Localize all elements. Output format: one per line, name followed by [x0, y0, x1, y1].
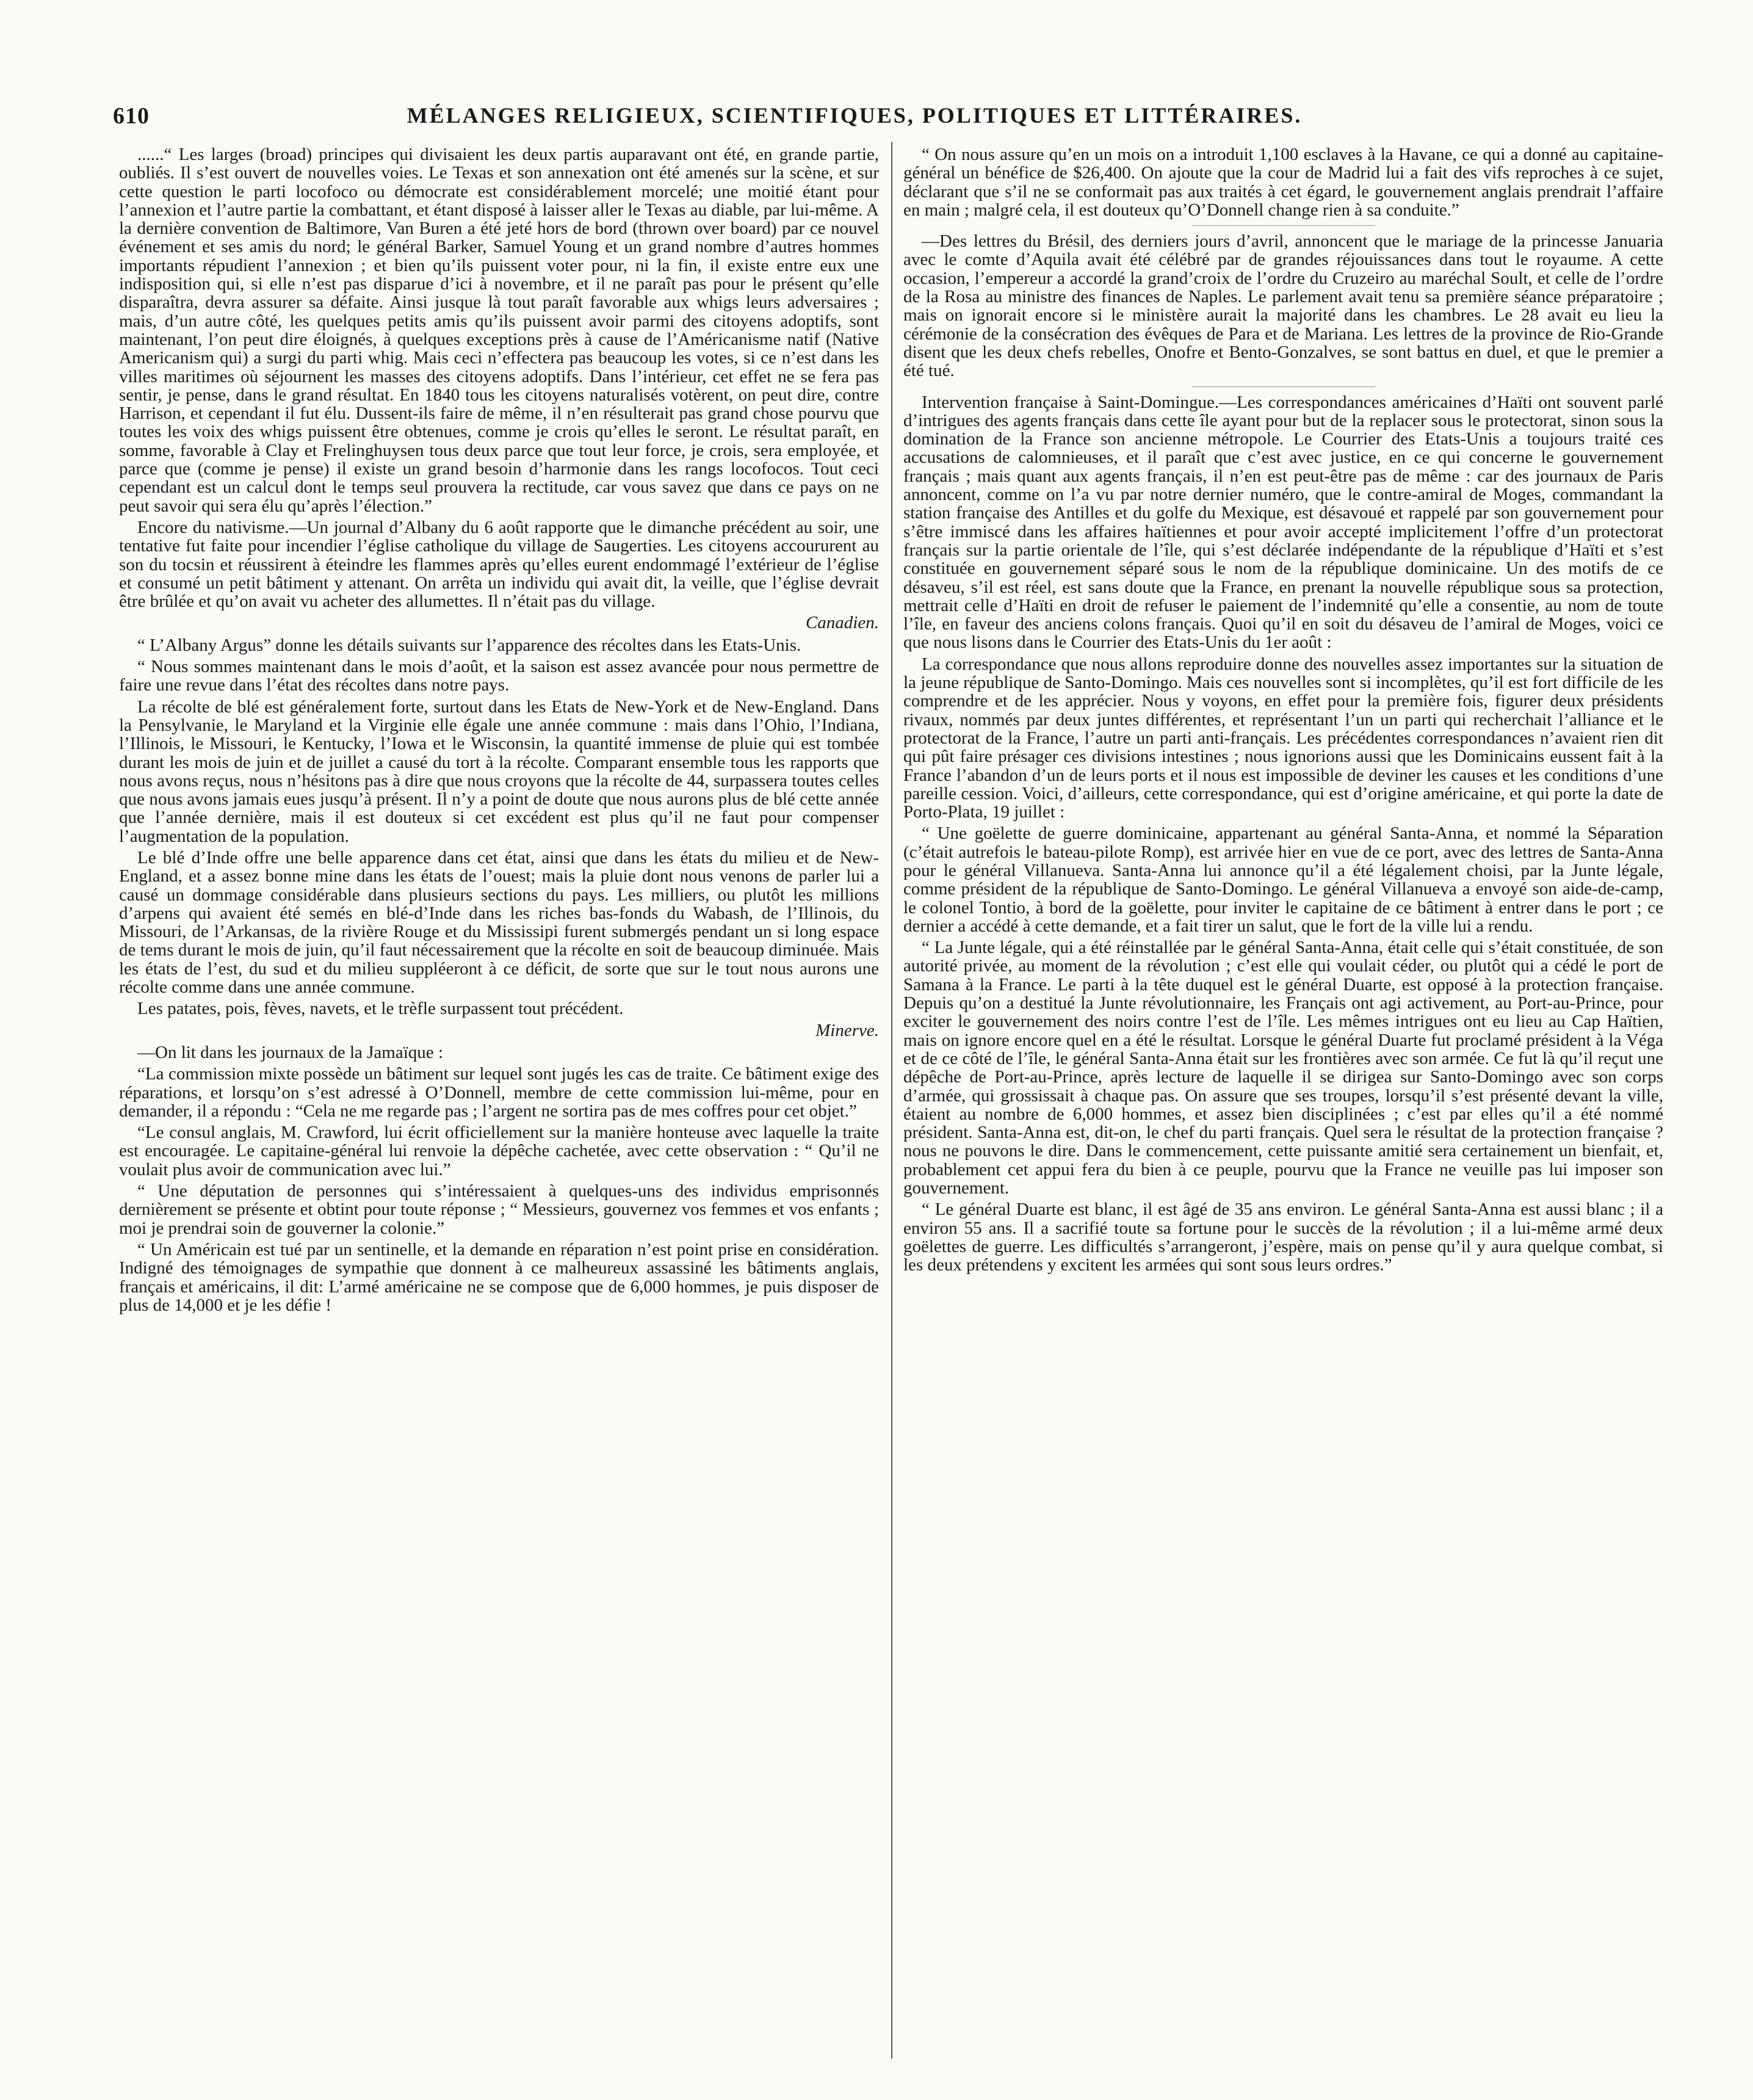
paragraph: La correspondance que nous allons reproduire donne des nouvelles assez importantes sur la situation de la jeune république de Santo-Domingo. Mais ces nouvelles sont si incomplètes, qu’il est fort difficile de les comprendre et de les apprécier. Nous y voyons, en effet pour la première fois, figurer deux présidents rivaux, nommés par deux juntes différentes, et représentant l’un un parti qui recherchait l’alliance et le protectorat de la France, l’autre un parti anti-français. Les précédentes correspondances n’avaient rien dit qui pût faire présager ces divisions intestines ; nous ignorions aussi que les Dominicains eussent fait à la France l’abandon d’un de leurs ports et il nous est impossible de deviner les causes et les conditions d’une pareille cession. Voici, d’ailleurs, cette correspondance, qui est d’origine américaine, et qui porte la date de Porto-Plata, 19 juillet : — [903, 654, 1663, 822]
paragraph: “La commission mixte possède un bâtiment sur lequel sont jugés les cas de traite. Ce bâtiment exige des réparations, et lorsqu’on s’est adressé à O’Donnell, membre de cette commission lui-même, pour en demander, il a répondu : “Cela ne me regarde pas ; l’argent ne sortira pas de mes coffres pour cet objet.” — [119, 1064, 879, 1121]
running-head: MÉLANGES RELIGIEUX, SCIENTIFIQUES, POLITIQUES ET LITTÉRAIRES. — [407, 103, 1303, 128]
left-column — [119, 145, 879, 2056]
column-divider — [891, 142, 892, 2058]
page-number: 610 — [113, 103, 150, 129]
paragraph: Intervention française à Saint-Domingue.—Les correspondances américaines d’Haïti ont souvent parlé d’intrigues des agents français dans cette île ayant pour but de la replacer sous le protectorat, sinon sous la domination de la France son ancienne métropole. Le Courrier des Etats-Unis a toujours traité ces accusations de calomnieuses, et il paraît que c’est avec justice, en ce qui concerne le gouvernement français ; mais quant aux agents français, il n’en est peut-être pas de même : car des journaux de Paris annoncent, comme on l’a vu par notre dernier numéro, que le contre-amiral de Moges, commandant la station française des Antilles et du golfe du Mexique, est désavoué et rappelé par son gouvernement pour s’être immiscé dans les affaires haïtiennes et pour avoir accepté implicitement l’offre d’un protectorat français sur la partie orientale de l’île, qui s’est déclarée indépendante de la république d’Haïti et s’est constituée en gouvernement séparé sous le nom de la république dominicaine. Un des motifs de ce désaveu, s’il est réel, est sans doute que la France, en prenant la nouvelle république sous sa protection, mettrait celle d’Haïti en droit de refuser le paiement de l’indemnité qu’elle a consentie, au nom de toute l’île, en faveur des anciens colons français. Quoi qu’il en soit du désaveu de l’amiral de Moges, voici ce que nous lisons dans le Courrier des Etats-Unis du 1er août : — [903, 392, 1663, 653]
paragraph: Le blé d’Inde offre une belle apparence dans cet état, ainsi que dans les états du milieu et de New-England, et a assez bonne mine dans les états de l’ouest; mais la pluie dont nous venons de parler lui a causé un dommage considérable dans plusieurs sections du pays. Les milliers, ou plutôt les millions d’arpens qui avaient été semés en blé-d’Inde dans les riches bas-fonds du Wabash, de l’Illinois, du Missouri, de l’Arkansas, de la rivière Rouge et du Mississipi furent submergés pendant un si long espace de tems durant le mois de juin, qu’il faut nécessairement que la récolte en soit de beaucoup diminuée. Mais les états de l’est, du sud et du milieu suppléeront à ce déficit, de sorte que sur le tout nous aurons une récolte comme dans une année commune. — [119, 847, 879, 998]
paragraph: Les patates, pois, fèves, navets, et le trèfle surpassent tout précédent. — [137, 999, 624, 1019]
paragraph: “ Une députation de personnes qui s’intéressaient à quelques-uns des individus emprisonnés dernièrement se présente et obtint pour toute réponse ; “ Messieurs, gouvernez vos femmes et vos enfants ; moi je prendrai soin de gouverner la colonie.” — [119, 1181, 879, 1238]
paragraph: “ Nous sommes maintenant dans le mois d’août, et la saison est assez avancée pour nous permettre de faire une revue dans l’état des récoltes dans notre pays. — [119, 657, 879, 695]
paragraph: “Le consul anglais, M. Crawford, lui écrit officiellement sur la manière honteuse avec laquelle la traite est encouragée. Le capitaine-général lui renvoie la dépêche cachetée, avec cette observation : “ Qu’il ne voulait plus avoir de communication avec lui.” — [119, 1123, 879, 1179]
paragraph: “ Une goëlette de guerre dominicaine, appartenant au général Santa-Anna, et nommé la Séparation (c’était autrefois le bateau-pilote Romp), est arrivée hier en vue de ce port, avec des lettres de Santa-Anna pour le général Villanueva. Santa-Anna lui annonce qu’il a été légalement choisi, par la Junte légale, comme président de la république de Santo-Domingo. Le général Villanueva a envoyé son aide-de-camp, le colonel Tontio, à bord de la goëlette, pour inviter le capitaine de ce bâtiment à entrer dans le port ; ce dernier a accédé à cette demande, et a fait tirer un salut, que le fort de la ville lui a rendu. — [903, 824, 1663, 936]
paragraph: “ La Junte légale, qui a été réinstallée par le général Santa-Anna, était celle qui s’était constituée, de son autorité privée, au moment de la révolution ; c’est elle qui voulait céder, ou plutôt qui a cédé le port de Samana à la France. Le parti à la tête duquel est le général Duarte, est opposé à la protection française. Depuis qu’on a destitué la Junte révolutionnaire, les Français ont agi activement, au Port-au-Prince, pour exciter le gouvernement des noirs contre l’est de l’île. Les mêmes intrigues ont eu lieu au Cap Haïtien, mais on ignore encore quel en a été le résultat. Lorsque le général Duarte fut proclamé président à la Véga et de ce côté de l’île, le général Santa-Anna était sur les frontières avec son armée. Ce fut là qu’il reçut une dépêche de Port-au-Prince, après lecture de laquelle il se dirigea sur Santo-Domingo avec son corps d’armée, qui grossissait à chaque pas. On assure que ses troupes, lorsqu’il s’est présenté devant la ville, étaient au nombre de 6,000 hommes, et assez bien disciplinées ; c’est par elles qu’il a été nommé président. Santa-Anna est, dit-on, le chef du parti français. Quel sera le résultat de la protection française ? nous ne pouvons le dire. Dans le commencement, cette puissante amitié sera certainement un bienfait, et, probablement cet appui fera du bien à ce peuple, pourvu que la France ne veuille pas lui imposer son gouvernement. — [903, 938, 1663, 1198]
page-header — [113, 103, 1596, 137]
paragraph: Encore du nativisme.—Un journal d’Albany du 6 août rapporte que le dimanche précédent au soir, une tentative fut faite pour incendier l’église catholique du village de Saugerties. Les citoyens accoururent au son du tocsin et réussirent à éteindre les flammes après qu’elles eurent endommagé l’extérieur de l’église et consumé un petit bâtiment y attenant. On arrêta un individu qui avait dit, la veille, que l’église devrait être brûlée et qu’on avait vu acheter des allumettes. Il n’était pas du village. — [119, 517, 879, 612]
paragraph: “ On nous assure qu’en un mois on a introduit 1,100 esclaves à la Havane, ce qui a donné au capitaine-général un bénéfice de $26,400. On ajoute que la cour de Madrid lui a fait des vifs reproches à ce sujet, déclarant que s’il ne se conformait pas aux traités à cet égard, le gouvernement anglais prendrait l’affaire en main ; malgré cela, il est douteux qu’O’Donnell change rien à sa conduite.” — [903, 145, 1663, 220]
right-column — [903, 145, 1663, 2056]
paragraph: —On lit dans les journaux de la Jamaïque : — [137, 1042, 443, 1062]
paragraph: “ L’Albany Argus” donne les détails suivants sur l’apparence des récoltes dans les Etats-Unis. — [137, 635, 801, 655]
paragraph: “ Un Américain est tué par un sentinelle, et la demande en réparation n’est point prise en considération. Indigné des témoignages de sympathie que donnent à ce malheureux assassiné les bâtiments anglais, français et américains, il dit: L’armé américaine ne se compose que de 6,000 hommes, je puis disposer de plus de 14,000 et je les défie ! — [119, 1239, 879, 1315]
section-separator — [1192, 386, 1375, 387]
paragraph: ......“ Les larges (broad) principes qui divisaient les deux partis auparavant ont été, en grande partie, oubliés. Il s’est ouvert de nouvelles voies. Le Texas et son annexation ont été amenés sur la scène, et sur cette question le parti locofoco ou démocrate est considérablement morcelé; une moitié étant pour l’annexion et l’autre partie la combattant, et étant disposé à laisser aller le Texas au diable, par lui-même. A la dernière convention de Baltimore, Van Buren a été jeté hors de bord (thrown over board) par ce nouvel événement et ses amis du nord; le général Barker, Samuel Young et un grand nombre d’autres hommes importants répudient l’annexion ; et bien qu’ils puissent voter pour, ni la fin, il existe entre eux une indisposition qui, si elle n’est pas disparue d’ici à novembre, et il ne paraît pas pour le présent qu’elle disparaîtra, devra assurer sa défaite. Ainsi jusque là tout paraît favorable aux whigs leurs adversaires ; mais, d’un autre côté, les quelques petits amis qu’ils puissent avoir parmi des citoyens adoptifs, sont maintenant, l’on peut dire éloignés, à quelques exceptions près à cause de l’Américanisme natif (Native Americanism qui) a surgi du parti whig. Mais ceci n’effectera pas beaucoup les votes, si ce n’est dans les villes maritimes où séjournent les masses des citoyens adoptifs. Dans l’intérieur, cet effet ne se fera pas sentir, je pense, dans le grand résultat. En 1840 tous les citoyens naturalisés votèrent, on peut dire, contre Harrison, et cependant il fut élu. Dussent-ils faire de même, il n’en résulterait pas grand chose pourvu que toutes les voix des whigs puissent être obtenues, comme je crois qu’elles le seront. Le résultat paraît, en somme, favorable à Clay et Frelinghuysen tous deux parce que tout leur force, je crois, sera employée, et parce que (comme je pense) il existe un grand besoin d’harmonie dans les rangs locofocos. Tout ceci cependant est un calcul dont le temps seul prouvera la rectitude, car vous savez que dans ce pays on ne peut savoir qui sera élu qu’après l’élection.” — [119, 145, 879, 516]
paragraph: —Des lettres du Brésil, des derniers jours d’avril, annoncent que le mariage de la princesse Januaria avec le comte d’Aquila avait été célébré par de grandes réjouissances dans tout le royaume. A cette occasion, l’empereur a accordé la grand’croix de l’ordre du Cruzeiro au maréchal Soult, et celle de l’ordre de la Rosa au ministre des finances de Naples. Le parlement avait tenu sa première séance préparatoire ; mais on ignorait encore si le ministère aurait la majorité dans les chambres. Le 28 avait eu lieu la cérémonie de la consécration des évêques de Para et de Mariana. Les lettres de la province de Rio-Grande disent que les deux chefs rebelles, Onofre et Bento-Gonzalves, se sont battus en duel, et que le premier a été tué. — [903, 231, 1663, 381]
paragraph: “ Le général Duarte est blanc, il est âgé de 35 ans environ. Le général Santa-Anna est aussi blanc ; il a environ 55 ans. Il a sacrifié toute sa fortune pour le succès de la révolution ; il a lui-même armé deux goëlettes de guerre. Les difficultés s’arrangeront, j’espère, mais on pense qu’il y aura quelque combat, si les deux prétendens y excitent les armées qui sont sous leurs ordres.” — [903, 1200, 1663, 1275]
paragraph: La récolte de blé est généralement forte, surtout dans les Etats de New-York et de New-England. Dans la Pensylvanie, le Maryland et la Virginie elle égale une année commune : mais dans l’Ohio, l’Indiana, l’Illinois, le Missouri, le Kentucky, l’Iowa et le Wisconsin, la quantité immense de pluie qui est tombée durant les mois de juin et de juillet a causé du tort à la récolte. Comparant ensemble tous les rapports que nous avons reçus, nous n’hésitons pas à dire que nous croyons que la récolte de 44, surpassera toutes celles que nous avons jamais eues jusqu’à présent. Il n’y a point de doute que nous aurons plus de blé cette année que l’année dernière, mais il est douteux si cet excédent est plus qu’il ne faut pour compenser l’augmentation de la population. — [119, 697, 879, 846]
source-signature: Minerve. — [815, 1020, 879, 1040]
section-separator — [1192, 225, 1375, 226]
source-signature: Canadien. — [805, 613, 879, 633]
